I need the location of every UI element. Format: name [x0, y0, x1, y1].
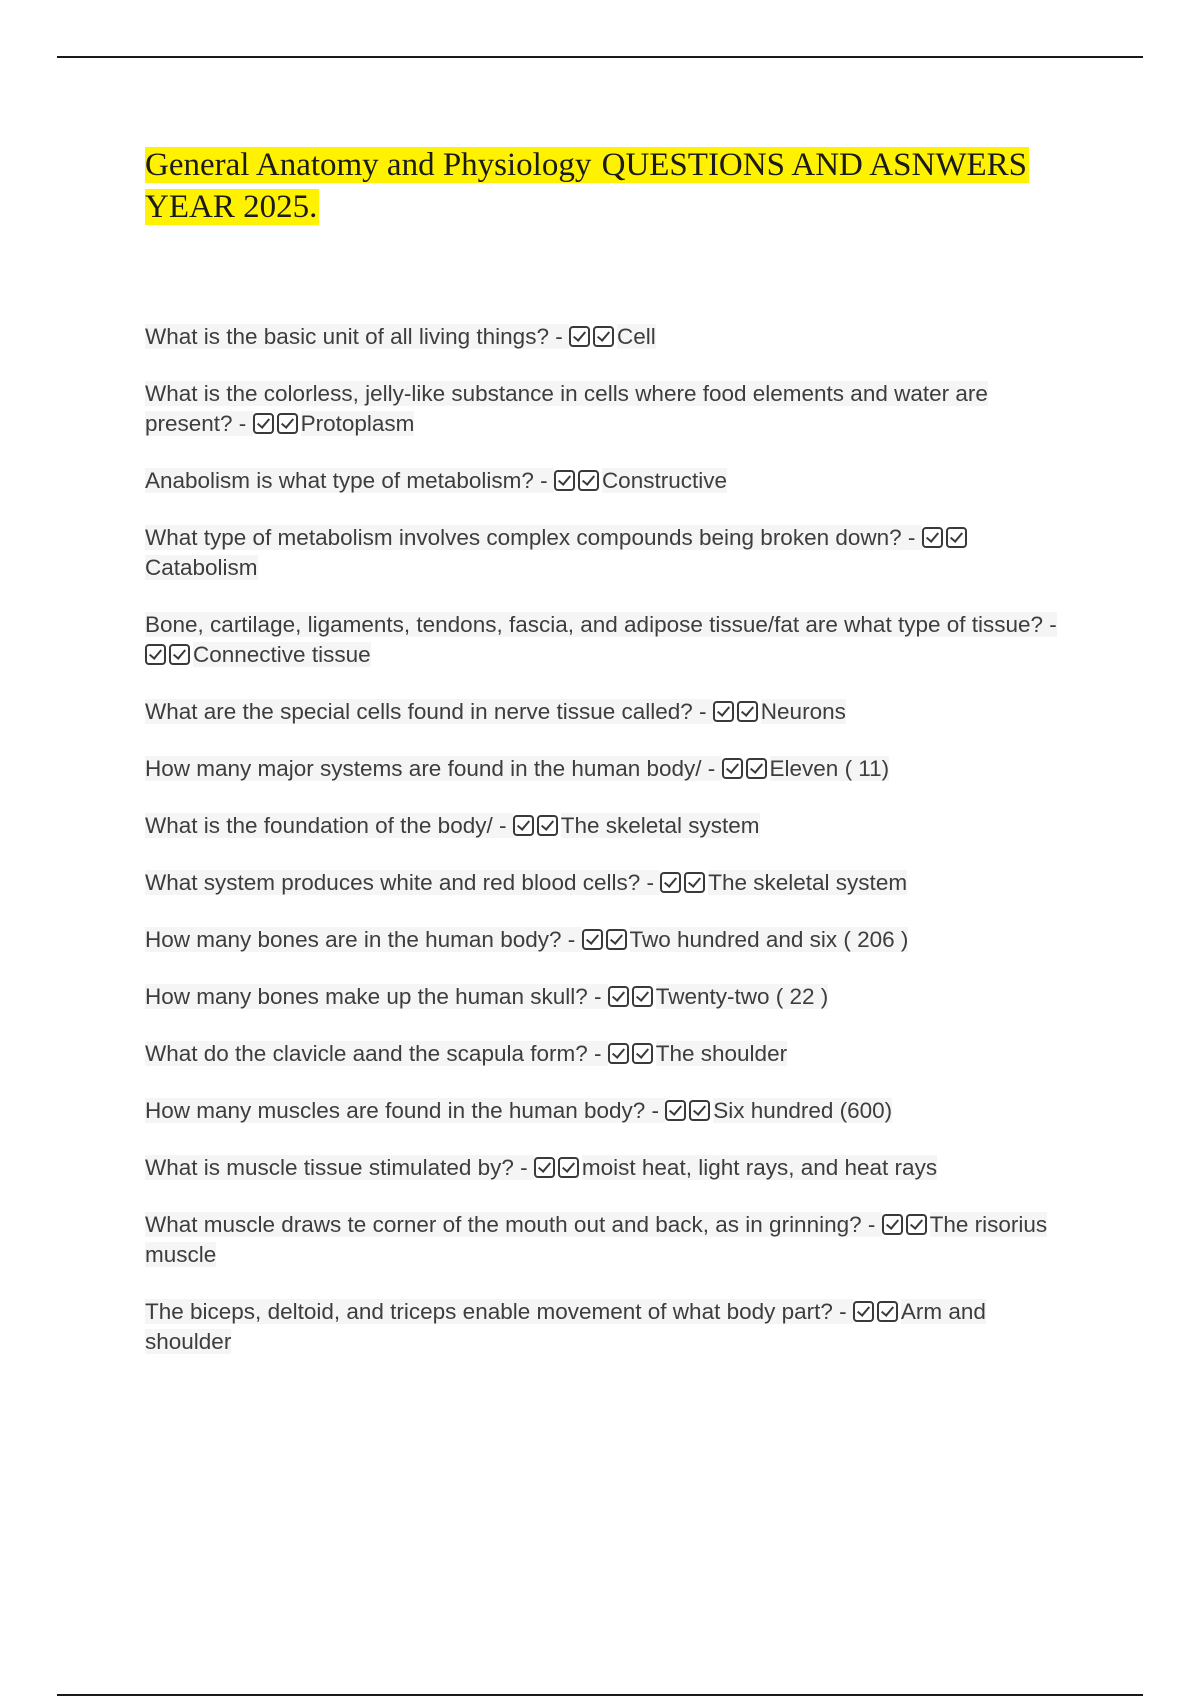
- qa-item: [145, 982, 1075, 1012]
- checkbox-checked-icon: [534, 1157, 555, 1178]
- answer-text: Two hundred and six ( 206 ): [629, 927, 909, 952]
- question-text: What is muscle tissue stimulated by? -: [145, 1155, 534, 1180]
- title-part-1: General Anatomy and Physiology: [145, 147, 592, 183]
- answer-text: Constructive: [601, 468, 727, 493]
- checkbox-checked-icon: [684, 872, 705, 893]
- answer-text: The shoulder: [655, 1041, 788, 1066]
- qa-item: [145, 697, 1075, 727]
- question-text: The biceps, deltoid, and triceps enable movement of what body part? -: [145, 1299, 853, 1324]
- checkbox-checked-icon: [569, 326, 590, 347]
- answer-text: Protoplasm: [300, 411, 415, 436]
- answer-text: Cell: [616, 324, 656, 349]
- answer-text: The skeletal system: [560, 813, 760, 838]
- qa-item: [145, 379, 1075, 439]
- checkbox-checked-icon: [882, 1214, 903, 1235]
- qa-item: [145, 811, 1075, 841]
- checkbox-checked-icon: [582, 929, 603, 950]
- checkbox-checked-icon: [665, 1100, 686, 1121]
- checkbox-checked-icon: [713, 701, 734, 722]
- checkbox-checked-icon: [877, 1301, 898, 1322]
- answer-text: Connective tissue: [193, 642, 371, 667]
- answer-text: Twenty-two ( 22 ): [655, 984, 829, 1009]
- checkbox-checked-icon: [513, 815, 534, 836]
- checkbox-checked-icon: [737, 701, 758, 722]
- qa-item: [145, 1297, 1075, 1357]
- checkbox-checked-icon: [946, 527, 967, 548]
- qa-item: [145, 868, 1075, 898]
- answer-text: The skeletal system: [708, 870, 908, 895]
- question-text: How many bones are in the human body? -: [145, 927, 582, 952]
- answer-text: Six hundred (600): [713, 1098, 893, 1123]
- question-text: What muscle draws te corner of the mouth out and back, as in grinning? -: [145, 1212, 882, 1237]
- qa-item: [145, 1153, 1075, 1183]
- checkbox-checked-icon: [632, 1043, 653, 1064]
- checkbox-checked-icon: [593, 326, 614, 347]
- footer-rule: [57, 1694, 1143, 1696]
- document-title: [145, 144, 1045, 228]
- checkbox-checked-icon: [689, 1100, 710, 1121]
- qa-item: [145, 1096, 1075, 1126]
- checkbox-checked-icon: [145, 644, 166, 665]
- checkbox-checked-icon: [853, 1301, 874, 1322]
- answer-text: Neurons: [760, 699, 846, 724]
- answer-text: Catabolism: [145, 555, 258, 580]
- answer-text: The risorius muscle: [145, 1212, 1048, 1267]
- checkbox-checked-icon: [660, 872, 681, 893]
- qa-item: [145, 523, 1075, 583]
- question-text: How many major systems are found in the human body/ -: [145, 756, 722, 781]
- checkbox-checked-icon: [558, 1157, 579, 1178]
- checkbox-checked-icon: [554, 470, 575, 491]
- checkbox-checked-icon: [608, 986, 629, 1007]
- checkbox-checked-icon: [537, 815, 558, 836]
- title-part-2: QUESTIONS AND ASNWERS YEAR 2025.: [145, 147, 1027, 225]
- answer-text: moist heat, light rays, and heat rays: [581, 1155, 938, 1180]
- header-rule: [57, 56, 1143, 58]
- answer-text: Arm and shoulder: [145, 1299, 986, 1354]
- question-text: Bone, cartilage, ligaments, tendons, fascia, and adipose tissue/fat are what type of tissue? -: [145, 612, 1057, 637]
- answer-text: Eleven ( 11): [769, 756, 890, 781]
- checkbox-checked-icon: [608, 1043, 629, 1064]
- question-text: How many bones make up the human skull? -: [145, 984, 608, 1009]
- checkbox-checked-icon: [632, 986, 653, 1007]
- checkbox-checked-icon: [922, 527, 943, 548]
- checkbox-checked-icon: [169, 644, 190, 665]
- question-text: What are the special cells found in nerve tissue called? -: [145, 699, 713, 724]
- question-text: What is the basic unit of all living things? -: [145, 324, 569, 349]
- question-text: What do the clavicle aand the scapula form? -: [145, 1041, 608, 1066]
- qa-item: [145, 925, 1075, 955]
- checkbox-checked-icon: [746, 758, 767, 779]
- question-text: Anabolism is what type of metabolism? -: [145, 468, 554, 493]
- checkbox-checked-icon: [253, 413, 274, 434]
- qa-item: [145, 322, 1075, 352]
- checkbox-checked-icon: [606, 929, 627, 950]
- checkbox-checked-icon: [722, 758, 743, 779]
- question-text: What system produces white and red blood cells? -: [145, 870, 661, 895]
- checkbox-checked-icon: [277, 413, 298, 434]
- qa-list: [145, 322, 1075, 1384]
- checkbox-checked-icon: [578, 470, 599, 491]
- qa-item: [145, 610, 1075, 670]
- question-text: How many muscles are found in the human body? -: [145, 1098, 666, 1123]
- checkbox-checked-icon: [906, 1214, 927, 1235]
- qa-item: [145, 1210, 1075, 1270]
- qa-item: [145, 466, 1075, 496]
- qa-item: [145, 1039, 1075, 1069]
- question-text: What type of metabolism involves complex compounds being broken down? -: [145, 525, 922, 550]
- question-text: What is the colorless, jelly-like substance in cells where food elements and water are present? -: [145, 381, 988, 436]
- question-text: What is the foundation of the body/ -: [145, 813, 513, 838]
- qa-item: [145, 754, 1075, 784]
